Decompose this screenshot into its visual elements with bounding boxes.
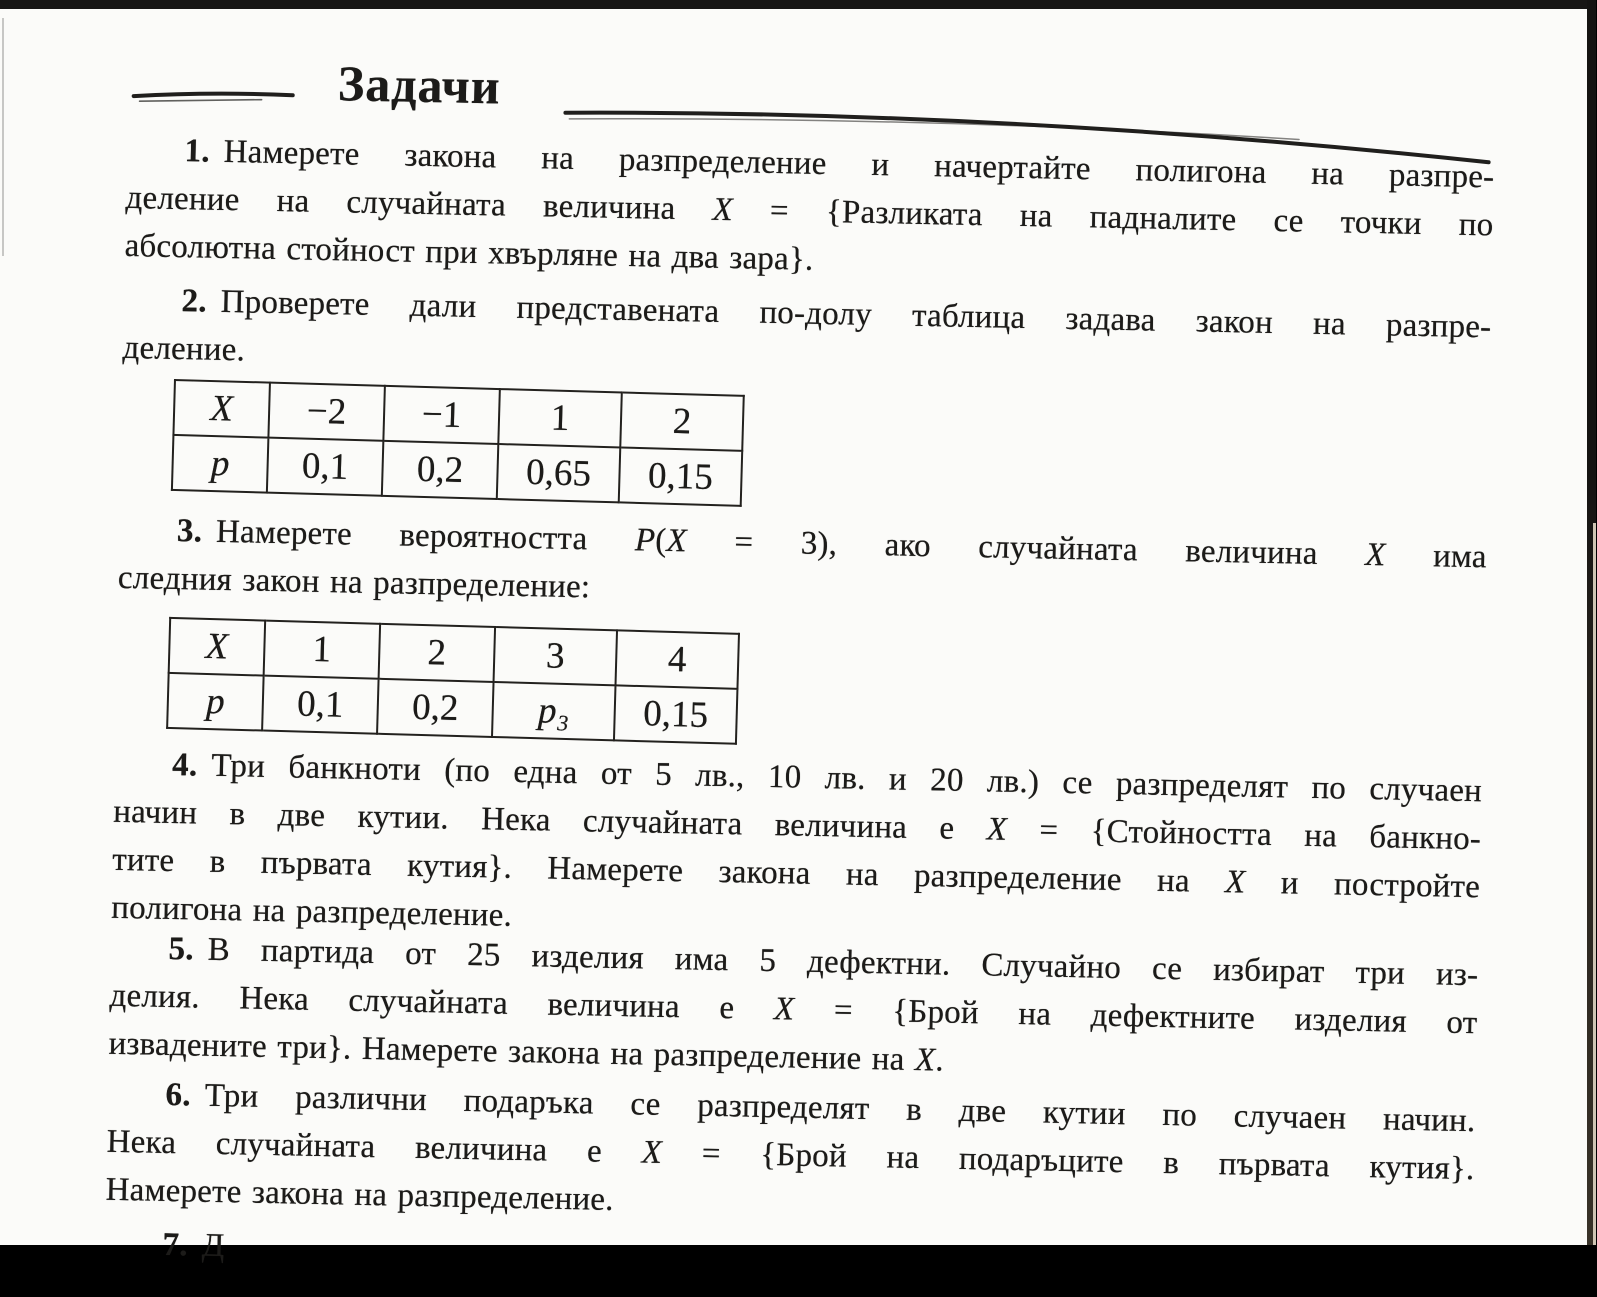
table-cell-x-label: X: [173, 380, 269, 438]
table-cell-p-label: p: [167, 673, 263, 731]
table-cell: 4: [615, 630, 738, 688]
math-symbol: X: [773, 991, 795, 1028]
table-cell: 1: [264, 621, 380, 679]
table-cell: 0,1: [262, 676, 378, 734]
problem-1: [124, 126, 1495, 297]
table-cell: −1: [383, 386, 499, 444]
text-segment: Три различни подаръка се разпределят в две кутии по случаен начин.: [204, 1077, 1476, 1140]
text-segment: абсолютна стойност при хвърляне на два зара}.: [124, 227, 814, 278]
math-symbol: P: [634, 522, 656, 559]
math-symbol: X: [641, 1134, 663, 1171]
heading-rule-left-echo: [140, 97, 262, 103]
text-segment: и постройте: [1245, 864, 1481, 906]
text-segment: .: [934, 1042, 945, 1079]
scan-page-edge-highlight: [1593, 523, 1596, 1245]
table-cell: 0,2: [377, 679, 493, 737]
problem-2: [122, 276, 1492, 399]
table-cell: 0,15: [619, 447, 742, 505]
problem-number: 6.: [165, 1076, 192, 1114]
text-segment: Д: [201, 1227, 225, 1265]
table-cell: 0,2: [382, 441, 498, 499]
distribution-table-1: [171, 379, 745, 507]
math-symbol: X: [712, 191, 734, 229]
table-cell: 0,15: [614, 685, 737, 743]
problem-6: [105, 1070, 1476, 1241]
text-segment: = {Стойността на банкно-: [1006, 811, 1482, 858]
table-cell-p3-unknown: p₃: [492, 682, 615, 740]
math-symbol: X: [666, 522, 688, 560]
problem-5: [108, 924, 1479, 1095]
heading-rule-right-echo: [569, 115, 1299, 139]
text-segment: = 3), ако случайната величина: [686, 523, 1366, 573]
text-segment: има: [1385, 537, 1488, 576]
table-cell: −2: [268, 383, 384, 441]
problem-number: 2.: [181, 283, 208, 320]
table-cell: 2: [620, 392, 743, 450]
table-cell: 0,1: [267, 438, 383, 496]
text-segment: Три банкноти (по една от 5 лв., 10 лв. и 20 лв.) се разпределят по случаен: [211, 747, 1483, 810]
text-segment: Проверете дали представената по-долу таблица задава закон на разпре-: [220, 283, 1492, 346]
distribution-table-2-grid: [166, 617, 740, 745]
text-segment: Нека случайната величина е: [106, 1123, 643, 1171]
math-symbol: X: [1224, 864, 1246, 901]
text-segment: Намерете закона на разпределение.: [105, 1171, 615, 1218]
problem-3: [118, 506, 1488, 629]
math-symbol: X: [1364, 536, 1386, 574]
text-segment: Намерете закона на разпределение и начертайте полигона на разпре-: [223, 133, 1495, 196]
text-segment: = {Брой на подаръците в първата кутия}.: [661, 1134, 1475, 1188]
text-segment: полигона на разпределение.: [111, 889, 513, 934]
text-segment: начин в две кутии. Нека случайната величина е: [112, 793, 988, 848]
text-segment: делия. Нека случайната величина е: [109, 977, 775, 1028]
problem-number: 1.: [184, 133, 211, 170]
text-segment: (: [654, 522, 667, 559]
text-segment: следния закон на разпределение:: [117, 559, 591, 606]
text-segment: деление на случайната величина: [125, 179, 713, 228]
table-cell-x-label: X: [169, 618, 265, 676]
distribution-table-1-grid: [171, 379, 745, 507]
table-cell: 1: [498, 389, 621, 447]
page-title: Задачи: [337, 55, 502, 115]
heading-rule-left: [134, 92, 293, 100]
problem-number: 3.: [176, 513, 203, 550]
problem-number: 7.: [162, 1226, 189, 1264]
text-segment: тите в първата кутия}. Намерете закона на разпределение на: [111, 841, 1226, 901]
text-segment: В партида от 25 изделия има 5 дефектни. Случайно се избират три из-: [207, 931, 1479, 994]
text-segment: Намерете вероятността: [215, 513, 636, 559]
scan-border-top: [0, 0, 1596, 9]
problem-4: [111, 740, 1483, 959]
text-segment: деление.: [122, 329, 246, 369]
table-cell: 0,65: [497, 444, 620, 502]
text-segment: извадените три}. Намерете закона на разпределение на: [108, 1025, 916, 1078]
text-segment: = {Брой на дефектните изделия от: [793, 991, 1478, 1042]
math-symbol: X: [914, 1041, 936, 1079]
scan-page-edge-line: [2, 18, 4, 256]
problem-number: 5.: [168, 930, 195, 968]
table-cell: 2: [379, 624, 495, 682]
math-symbol: X: [986, 811, 1008, 848]
distribution-table-2: [166, 617, 740, 745]
problem-number: 4.: [171, 746, 198, 784]
text-segment: = {Разликата на падналите се точки по: [732, 192, 1494, 244]
table-cell-p-label: p: [172, 435, 268, 493]
table-cell: 3: [494, 627, 617, 685]
